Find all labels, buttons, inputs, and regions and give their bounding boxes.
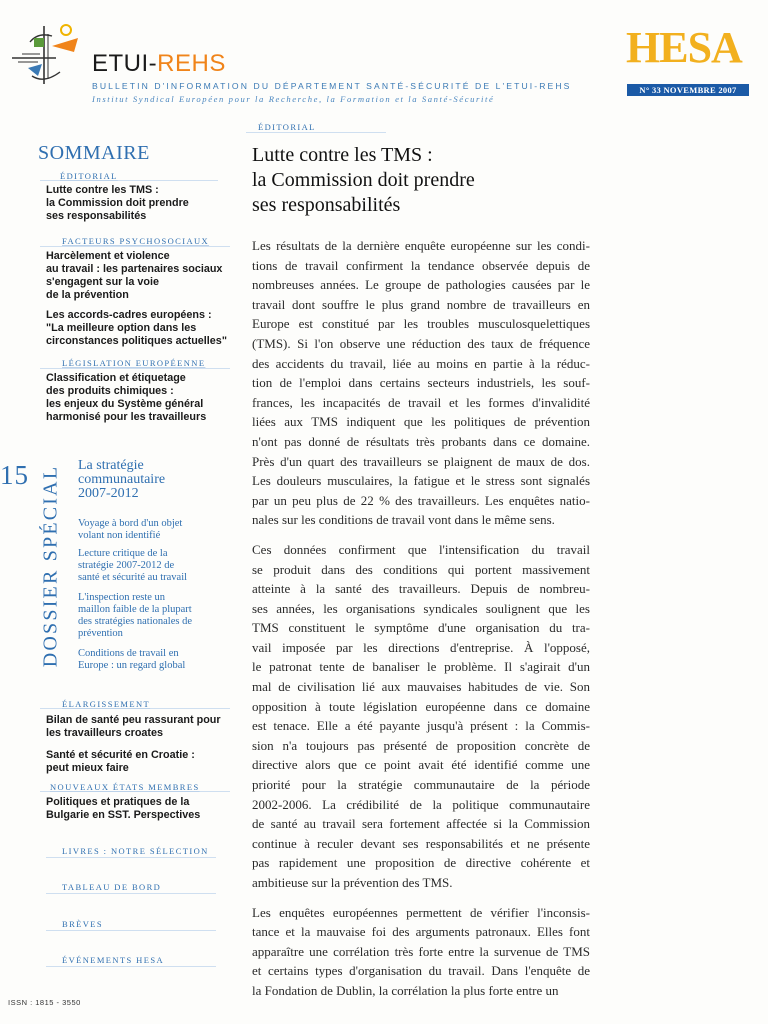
article-line: Les résultats de la dernière enquête européenne sur les condi-	[252, 238, 590, 253]
article-line: priorité pour la stratégie communautaire de la période	[252, 777, 590, 793]
article-line: tions de travail confirment la tendance observée depuis de	[252, 257, 590, 273]
toc-item-chemicals[interactable]: Classification et étiquetage des produits chimiques : les enjeux du Système général harmonisé pour les travailleurs	[46, 372, 207, 423]
toc-item-tms[interactable]: Lutte contre les TMS : la Commission doit prendre ses responsabilités	[46, 184, 189, 222]
article-line: directive alors que ce point avait été identifié comme une	[252, 757, 590, 773]
issn: ISSN : 1815 - 3550	[8, 998, 81, 1007]
article-paragraph	[252, 903, 590, 1001]
article-section-label: ÉDITORIAL	[258, 122, 316, 132]
article-line: de santé au travail sera fortement affectée si la Commission	[252, 816, 590, 832]
article-line: nombreuses années. Le groupe de pathologies causées par le	[252, 277, 590, 293]
article-line: des accidents du travail, liée au moins en partie à la réduc-	[252, 355, 590, 371]
article-line: pas rapidement une proposition de directive cohérente et	[252, 855, 590, 871]
toc-section-psychosocial[interactable]: FACTEURS PSYCHOSOCIAUX	[62, 236, 210, 246]
link-rule	[46, 893, 216, 894]
article-line: Europe est constitué par les troubles musculosquelettiques	[252, 316, 590, 332]
article-line: le patronat tente de banaliser le problème. Il s'agirait d'un	[252, 659, 590, 675]
link-events[interactable]: ÉVÉNEMENTS HESA	[62, 955, 164, 965]
bulletin-subtitle: BULLETIN D'INFORMATION DU DÉPARTEMENT SANTÉ-SÉCURITÉ DE L'ETUI-REHS	[92, 81, 572, 91]
article-line: tion de l'emploi dans certains secteurs industriels, les souf-	[252, 375, 590, 391]
link-rule	[46, 857, 216, 858]
article-line: TMS constituent le symptôme d'une organisation du tra-	[252, 620, 590, 636]
article-line: sion n'a toujours pas présenté de proposition concrète de	[252, 737, 590, 753]
article-line: atteinte à la santé des travailleurs. Depuis de nombreu-	[252, 581, 590, 597]
issue-badge: N° 33 NOVEMBRE 2007	[627, 84, 749, 96]
toc-item-framework-agreements[interactable]: Les accords-cadres européens : "La meilleure option dans les circonstances politiques actuelles"	[46, 309, 227, 347]
toc-section-enlargement[interactable]: ÉLARGISSEMENT	[62, 699, 151, 709]
article-line: n'ont pas donné de résultats très probants dans ce domaine.	[252, 433, 590, 449]
article-line: Près d'un quart des travailleurs se plaignent de maux de dos.	[252, 453, 590, 469]
article-paragraph	[252, 236, 590, 530]
article-line: travail dont souffre le plus grand nombre de travailleurs en	[252, 296, 590, 312]
article-line: nales sur les conditions de travail vont dans le même sens.	[252, 512, 555, 528]
link-rule	[46, 930, 216, 931]
article-line: tance et la mauvaise foi des arguments patronaux. Elles font	[252, 924, 590, 940]
institute-subtitle: Institut Syndical Européen pour la Recherche, la Formation et la Santé-Sécurité	[92, 94, 495, 104]
article-line: vail imposée par les directions d'entreprise. À l'opposé,	[252, 639, 590, 655]
toc-section-new-members[interactable]: NOUVEAUX ÉTATS MEMBRES	[50, 782, 200, 792]
article-line: se produit dans des conditions qui portent massivement	[252, 561, 590, 577]
article-line: par un peu plus de 22 % des travailleurs. Les enquêtes natio-	[252, 492, 590, 508]
article-line: Ces données confirment que l'intensification du travail	[252, 541, 590, 557]
link-news[interactable]: BRÈVES	[62, 919, 103, 929]
article-line: 2002-2006. La crédibilité de la politique communautaire	[252, 796, 590, 812]
link-rule	[46, 966, 216, 967]
article-line: apparaître une corrélation très forte entre la survenue de TMS	[252, 943, 590, 959]
article-line: continue à reculer devant ses responsabilités et ne présente	[252, 835, 590, 851]
article-line: ambitieuse sur la prévention des TMS.	[252, 875, 453, 890]
article-line: la Fondation de Dublin, la corrélation la plus forte entre un	[252, 982, 559, 998]
org-name: ETUI-REHS	[92, 50, 226, 77]
dossier-page-number: 15	[0, 460, 29, 490]
dossier-headline[interactable]: La stratégie communautaire 2007-2012	[78, 458, 166, 501]
dossier-item-inspection[interactable]: L'inspection reste un maillon faible de la plupart des stratégies nationales de prévention	[78, 592, 193, 639]
section-rule	[40, 368, 230, 369]
article-paragraph	[252, 540, 590, 893]
link-books[interactable]: LIVRES : NOTRE SÉLECTION	[62, 846, 209, 856]
section-rule	[40, 246, 230, 247]
article-line: frances, les incapacités de travail et les formes d'invalidité	[252, 394, 590, 410]
article-line: Les enquêtes européennes permettent de vérifier l'inconsis-	[252, 904, 590, 920]
toc-item-bulgaria[interactable]: Politiques et pratiques de la Bulgarie en SST. Perspectives	[46, 796, 201, 821]
section-rule	[246, 132, 386, 133]
dossier-item-working-conditions[interactable]: Conditions de travail en Europe : un regard global	[78, 648, 186, 671]
toc-section-legislation[interactable]: LÉGISLATION EUROPÉENNE	[62, 358, 206, 368]
article-line: (TMS). Si l'on observe une réduction des taux de fréquence	[252, 335, 590, 351]
article-line: mal de civilisation lié aux mauvaises habitudes de vie. Son	[252, 679, 590, 695]
etui-logo-icon	[8, 18, 90, 90]
article-title: Lutte contre les TMS : la Commission doit prendre ses responsabilités	[252, 144, 475, 216]
toc-section-editorial[interactable]: ÉDITORIAL	[60, 171, 118, 181]
article-line: ses années, les organisations syndicales soulignent que les	[252, 600, 590, 616]
article-line: Les douleurs musculaires, la fatigue et le stress sont signalés	[252, 473, 590, 489]
toc-item-croatia-health[interactable]: Bilan de santé peu rassurant pour les travailleurs croates	[46, 714, 221, 739]
article-body	[252, 236, 590, 1011]
dossier-item-critical-reading[interactable]: Lecture critique de la stratégie 2007-2012 de santé et sécurité au travail	[78, 548, 188, 583]
toc-item-harassment[interactable]: Harcèlement et violence au travail : les partenaires sociaux s'engagent sur la voie de la prévention	[46, 250, 223, 301]
sommaire-title: SOMMAIRE	[38, 142, 150, 164]
link-dashboard[interactable]: TABLEAU DE BORD	[62, 882, 162, 892]
dossier-item-ufo[interactable]: Voyage à bord d'un objet volant non identifié	[78, 518, 183, 541]
toc-item-croatia-safety[interactable]: Santé et sécurité en Croatie : peut mieux faire	[46, 749, 195, 774]
article-line: opposition à toute législation européenne dans ce domaine	[252, 698, 590, 714]
article-line: et certains types d'organisation du travail. Dans l'enquête de	[252, 963, 590, 979]
article-line: est tenace. Elle a été payante jusqu'à présent : la Commis-	[252, 718, 590, 734]
dossier-special-label: DOSSIER SPÉCIAL	[39, 464, 62, 668]
hesa-logo: HESA	[626, 23, 742, 72]
org-name-accent: REHS	[157, 50, 226, 77]
article-line: liées aux TMS indiquent que les politiques de prévention	[252, 414, 590, 430]
